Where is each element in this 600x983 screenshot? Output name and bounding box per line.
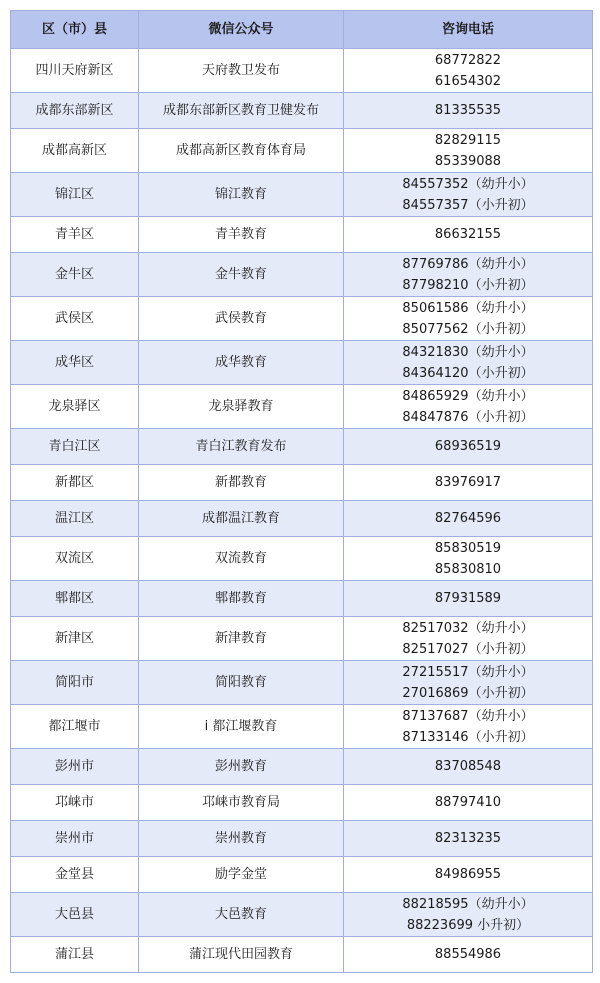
district-cell: 金堂县 xyxy=(11,857,139,893)
phone-cell xyxy=(344,581,593,617)
wechat-account-cell: 成都高新区教育体育局 xyxy=(139,129,344,173)
wechat-account-cell: 成华教育 xyxy=(139,341,344,385)
phone-number: 81335535 xyxy=(434,103,502,118)
phone-number: 87798210（小升初） xyxy=(402,277,534,293)
wechat-account-cell: 励学金堂 xyxy=(139,857,344,893)
phone-number: 87137687（幼升小） xyxy=(402,708,534,724)
district-cell: 青羊区 xyxy=(11,217,139,253)
phone-number: 84986955 xyxy=(434,867,502,882)
wechat-account-cell: 金牛教育 xyxy=(139,253,344,297)
phone-number: 88797410 xyxy=(434,795,502,810)
wechat-account-cell: i 都江堰教育 xyxy=(139,705,344,749)
phone-number: 82517032（幼升小） xyxy=(402,620,534,636)
table-row xyxy=(11,785,593,821)
wechat-account-cell: 天府教卫发布 xyxy=(139,49,344,93)
phone-cell xyxy=(344,785,593,821)
wechat-account-cell: 龙泉驿教育 xyxy=(139,385,344,429)
phone-cell xyxy=(344,661,593,705)
phone-number: 82764596 xyxy=(434,511,502,526)
header-phone: 咨询电话 xyxy=(344,11,593,49)
wechat-account-cell: 双流教育 xyxy=(139,537,344,581)
wechat-account-cell: 简阳教育 xyxy=(139,661,344,705)
district-cell: 崇州市 xyxy=(11,821,139,857)
phone-number: 27215517（幼升小） xyxy=(402,664,534,680)
district-cell: 彭州市 xyxy=(11,749,139,785)
phone-number: 68772822 xyxy=(434,52,502,68)
district-cell: 蒲江县 xyxy=(11,937,139,973)
wechat-account-cell: 青羊教育 xyxy=(139,217,344,253)
wechat-account-cell: 大邑教育 xyxy=(139,893,344,937)
table-row xyxy=(11,49,593,93)
phone-number: 82829115 xyxy=(434,132,502,148)
phone-cell xyxy=(344,297,593,341)
phone-number: 87133146（小升初） xyxy=(402,729,534,745)
phone-number: 84321830（幼升小） xyxy=(402,344,534,360)
table-row xyxy=(11,465,593,501)
table-row xyxy=(11,661,593,705)
district-cell: 锦江区 xyxy=(11,173,139,217)
table-row xyxy=(11,297,593,341)
phone-number: 88218595（幼升小） xyxy=(402,896,534,912)
wechat-account-cell: 锦江教育 xyxy=(139,173,344,217)
phone-cell xyxy=(344,893,593,937)
header-district: 区（市）县 xyxy=(11,11,139,49)
phone-number: 84557357（小升初） xyxy=(402,197,534,213)
phone-number: 87769786（幼升小） xyxy=(402,256,534,272)
phone-cell xyxy=(344,385,593,429)
wechat-account-cell: 邛崃市教育局 xyxy=(139,785,344,821)
table-row xyxy=(11,893,593,937)
wechat-account-cell: 蒲江现代田园教育 xyxy=(139,937,344,973)
phone-number: 84865929（幼升小） xyxy=(402,388,534,404)
phone-number: 85061586（幼升小） xyxy=(402,300,534,316)
district-cell: 新都区 xyxy=(11,465,139,501)
table-row xyxy=(11,537,593,581)
district-cell: 成都东部新区 xyxy=(11,93,139,129)
table-row xyxy=(11,821,593,857)
table-row xyxy=(11,429,593,465)
table-row xyxy=(11,253,593,297)
table-body xyxy=(11,49,593,973)
phone-cell xyxy=(344,501,593,537)
table-row xyxy=(11,617,593,661)
district-cell: 温江区 xyxy=(11,501,139,537)
district-cell: 金牛区 xyxy=(11,253,139,297)
district-cell: 龙泉驿区 xyxy=(11,385,139,429)
wechat-account-cell: 青白江教育发布 xyxy=(139,429,344,465)
table-row xyxy=(11,937,593,973)
district-cell: 新津区 xyxy=(11,617,139,661)
district-cell: 成华区 xyxy=(11,341,139,385)
phone-cell xyxy=(344,217,593,253)
table-row xyxy=(11,705,593,749)
table-header xyxy=(11,11,593,49)
header-wechat-account: 微信公众号 xyxy=(139,11,344,49)
district-cell: 邛崃市 xyxy=(11,785,139,821)
phone-number: 87931589 xyxy=(434,591,502,606)
district-cell: 青白江区 xyxy=(11,429,139,465)
district-cell: 郫都区 xyxy=(11,581,139,617)
district-cell: 都江堰市 xyxy=(11,705,139,749)
phone-number: 27016869（小升初） xyxy=(402,685,534,701)
phone-number: 85339088 xyxy=(434,153,502,169)
phone-number: 86632155 xyxy=(434,227,502,242)
phone-number: 82313235 xyxy=(434,831,502,846)
district-cell: 成都高新区 xyxy=(11,129,139,173)
wechat-account-cell: 崇州教育 xyxy=(139,821,344,857)
phone-number: 85830519 xyxy=(434,540,502,556)
phone-cell xyxy=(344,465,593,501)
district-cell: 大邑县 xyxy=(11,893,139,937)
wechat-account-cell: 成都东部新区教育卫健发布 xyxy=(139,93,344,129)
table-row xyxy=(11,857,593,893)
district-cell: 武侯区 xyxy=(11,297,139,341)
table-row xyxy=(11,385,593,429)
phone-cell xyxy=(344,857,593,893)
table-row xyxy=(11,129,593,173)
table-row xyxy=(11,501,593,537)
table-row xyxy=(11,217,593,253)
wechat-account-cell: 郫都教育 xyxy=(139,581,344,617)
contact-table xyxy=(10,10,593,973)
phone-number: 84364120（小升初） xyxy=(402,365,534,381)
phone-number: 82517027（小升初） xyxy=(402,641,534,657)
phone-cell xyxy=(344,937,593,973)
phone-number: 68936519 xyxy=(434,439,502,454)
table-row xyxy=(11,581,593,617)
phone-number: 85830810 xyxy=(434,561,502,577)
phone-number: 88223699 小升初） xyxy=(406,917,530,933)
wechat-account-cell: 新津教育 xyxy=(139,617,344,661)
phone-number: 61654302 xyxy=(434,73,502,89)
district-cell: 双流区 xyxy=(11,537,139,581)
phone-number: 85077562（小升初） xyxy=(402,321,534,337)
table-row xyxy=(11,173,593,217)
phone-cell xyxy=(344,429,593,465)
district-cell: 简阳市 xyxy=(11,661,139,705)
phone-cell xyxy=(344,341,593,385)
wechat-account-cell: 彭州教育 xyxy=(139,749,344,785)
header-row xyxy=(11,11,593,49)
table-row xyxy=(11,341,593,385)
table-row xyxy=(11,749,593,785)
phone-cell xyxy=(344,253,593,297)
phone-number: 83976917 xyxy=(434,475,502,490)
wechat-account-cell: 新都教育 xyxy=(139,465,344,501)
wechat-account-cell: 成都温江教育 xyxy=(139,501,344,537)
phone-cell xyxy=(344,129,593,173)
phone-cell xyxy=(344,93,593,129)
phone-number: 88554986 xyxy=(434,947,502,962)
phone-number: 84557352（幼升小） xyxy=(402,176,534,192)
phone-cell xyxy=(344,617,593,661)
phone-number: 83708548 xyxy=(434,759,502,774)
phone-number: 84847876（小升初） xyxy=(402,409,534,425)
phone-cell xyxy=(344,749,593,785)
table-row xyxy=(11,93,593,129)
phone-cell xyxy=(344,173,593,217)
phone-cell xyxy=(344,537,593,581)
wechat-account-cell: 武侯教育 xyxy=(139,297,344,341)
phone-cell xyxy=(344,49,593,93)
phone-cell xyxy=(344,821,593,857)
phone-cell xyxy=(344,705,593,749)
district-cell: 四川天府新区 xyxy=(11,49,139,93)
